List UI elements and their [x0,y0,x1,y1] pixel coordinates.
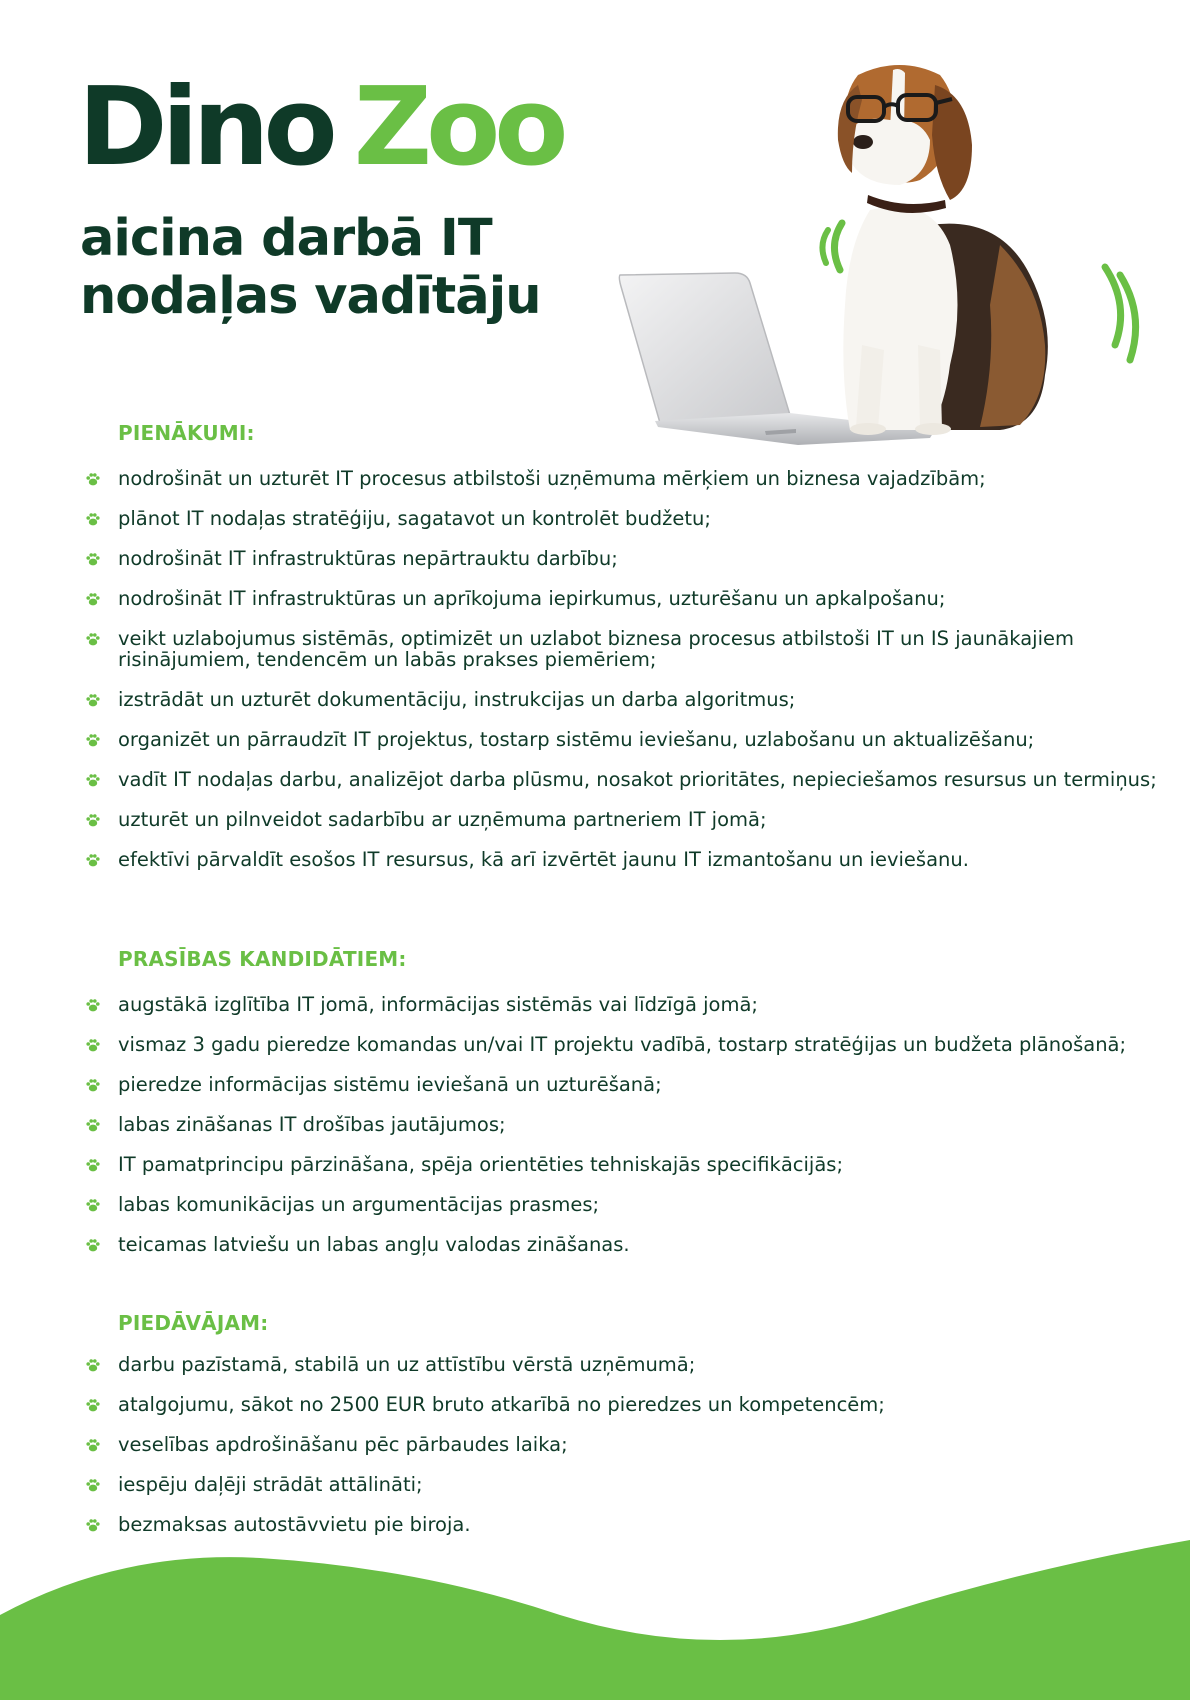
list-item [86,628,1176,670]
paw-icon [86,813,100,827]
list-item-text: nodrošināt IT infrastruktūras nepārtrauktu darbību; [118,547,618,570]
bottom-wave-decoration [0,1520,1190,1700]
paw-icon [86,1198,100,1212]
beagle-dog-icon [838,65,1048,435]
list-item [86,1434,1176,1455]
list-item-text: vadīt IT nodaļas darbu, analizējot darba plūsmu, nosakot prioritātes, nepieciešamos resursus un termiņus; [118,768,1157,791]
list-item-text: nodrošināt IT infrastruktūras un aprīkojuma iepirkumus, uzturēšanu un apkalpošanu; [118,587,946,610]
paw-icon [86,1158,100,1172]
paw-icon [86,998,100,1012]
list-item-text: IT pamatprincipu pārzināšana, spēja orientēties tehniskajās specifikācijās; [118,1153,844,1176]
list-item [86,769,1176,790]
list-item [86,468,1176,489]
paw-icon [86,512,100,526]
list-item [86,1114,1176,1135]
list-item-text: bezmaksas autostāvvietu pie biroja. [118,1513,471,1536]
list-item [86,1194,1176,1215]
list-item-text: augstākā izglītība IT jomā, informācijas sistēmās vai līdzīgā jomā; [118,993,758,1016]
list-item [86,1474,1176,1495]
list-item [86,809,1176,830]
paw-icon [86,1078,100,1092]
list-item-text: organizēt un pārraudzīt IT projektus, tostarp sistēmu ieviešanu, uzlabošanu un aktualizēšanu; [118,728,1035,751]
list-item-text: darbu pazīstamā, stabilā un uz attīstību vērstā uzņēmumā; [118,1353,696,1376]
requirements-list [86,994,1176,1274]
paw-icon [86,1398,100,1412]
list-item-text: atalgojumu, sākot no 2500 EUR bruto atkarībā no pieredzes un kompetencēm; [118,1393,885,1416]
paw-icon [86,552,100,566]
headline [80,210,600,326]
list-item-text: uzturēt un pilnveidot sadarbību ar uzņēmuma partneriem IT jomā; [118,808,767,831]
list-item-text: pieredze informācijas sistēmu ieviešanā un uzturēšanā; [118,1073,662,1096]
list-item-text: teicamas latviešu un labas angļu valodas zināšanas. [118,1233,630,1256]
paw-icon [86,853,100,867]
paw-icon [86,1438,100,1452]
list-item [86,1034,1176,1055]
list-item [86,689,1176,710]
section-title-requirements: PRASĪBAS KANDIDĀTIEM: [118,947,407,971]
paw-icon [86,1238,100,1252]
list-item [86,1394,1176,1415]
list-item-text: plānot IT nodaļas stratēģiju, sagatavot un kontrolēt budžetu; [118,507,711,530]
list-item-text: veikt uzlabojumus sistēmās, optimizēt un uzlabot biznesa procesus atbilstoši IT un IS jaunākajiem risinājumiem, tendencēm un labās prakses piemēriem; [118,627,1074,671]
list-item-text: efektīvi pārvaldīt esošos IT resursus, kā arī izvērtēt jaunu IT izmantošanu un ieviešanu. [118,848,969,871]
hero-illustration [600,45,1170,445]
paw-icon [86,693,100,707]
list-item [86,1074,1176,1095]
paw-icon [86,592,100,606]
headline-line-1: aicina darbā IT [80,209,492,268]
paw-icon [86,1118,100,1132]
paw-icon [86,733,100,747]
list-item-text: labas komunikācijas un argumentācijas prasmes; [118,1193,600,1216]
logo-dino-text: Dino [78,65,332,190]
list-item [86,588,1176,609]
list-item [86,508,1176,529]
headline-line-2: nodaļas vadītāju [80,267,541,326]
paw-icon [86,1478,100,1492]
dinozoo-logo [78,65,563,190]
list-item-text: labas zināšanas IT drošības jautājumos; [118,1113,506,1136]
list-item-text: veselības apdrošināšanu pēc pārbaudes laika; [118,1433,568,1456]
list-item [86,729,1176,750]
paw-icon [86,632,100,646]
paw-icon [86,1038,100,1052]
paw-icon [86,472,100,486]
list-item [86,1234,1176,1255]
list-item-text: vismaz 3 gadu pieredze komandas un/vai IT projektu vadībā, tostarp stratēģijas un budžeta plānošanā; [118,1033,1127,1056]
duties-list [86,468,1176,889]
paw-icon [86,1358,100,1372]
paw-icon [86,773,100,787]
list-item [86,1154,1176,1175]
list-item-text: izstrādāt un uzturēt dokumentāciju, instrukcijas un darba algoritmus; [118,688,796,711]
section-title-duties: PIENĀKUMI: [118,421,255,445]
list-item [86,1354,1176,1375]
list-item [86,548,1176,569]
logo-zoo-text: Zoo [353,65,563,190]
list-item-text: iespēju daļēji strādāt attālināti; [118,1473,423,1496]
section-title-offer: PIEDĀVĀJAM: [118,1311,269,1335]
list-item-text: nodrošināt un uzturēt IT procesus atbilstoši uzņēmuma mērķiem un biznesa vajadzībām; [118,467,986,490]
list-item [86,849,1176,870]
list-item [86,994,1176,1015]
